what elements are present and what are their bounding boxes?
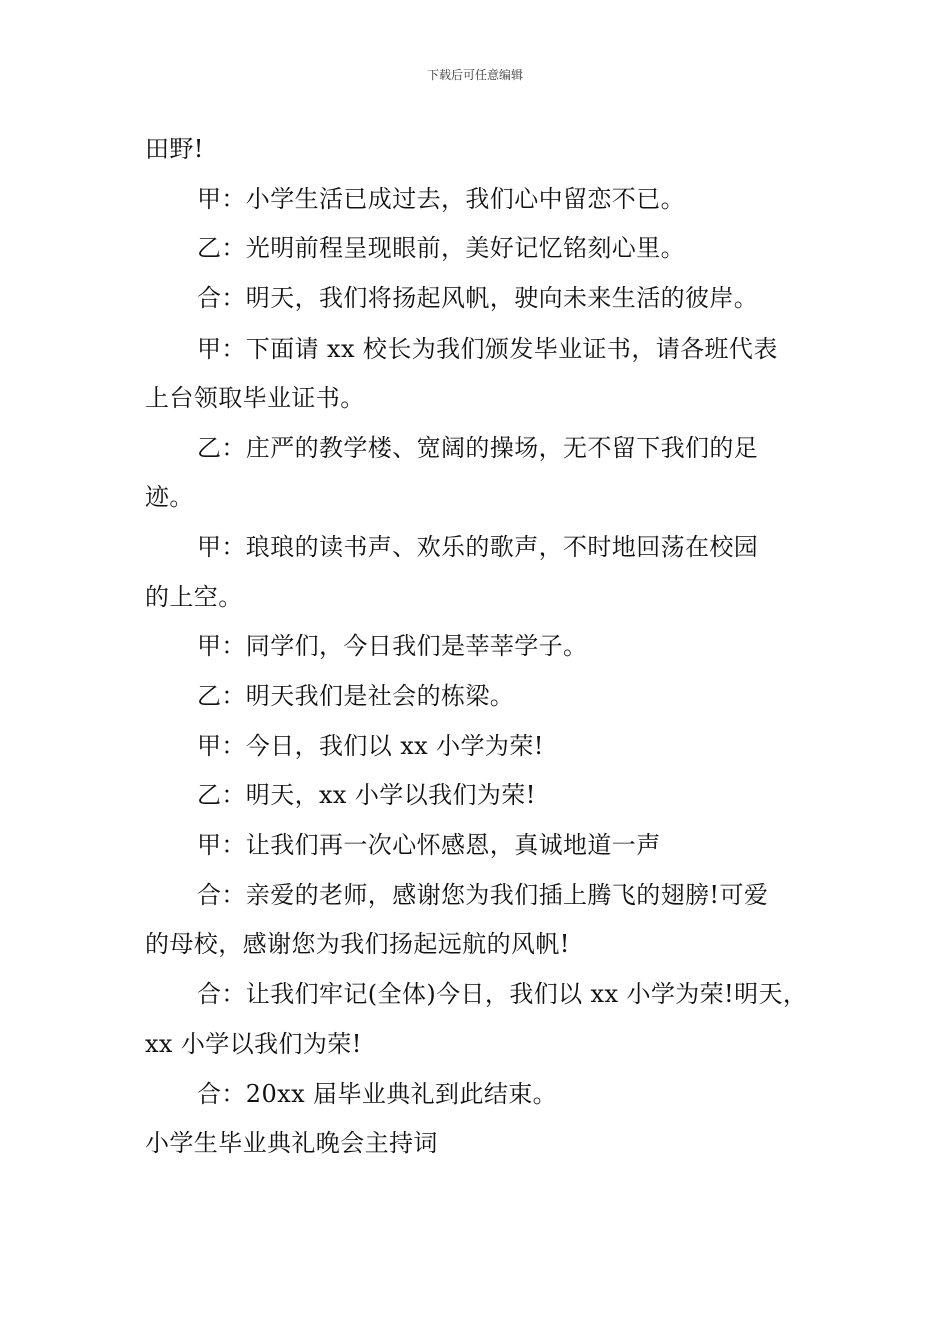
text-line: 乙：明天，xx 小学以我们为荣! <box>197 781 536 809</box>
text-line: 乙：庄严的教学楼、宽阔的操场，无不留下我们的足 <box>197 434 759 462</box>
page-header: 下载后可任意编辑 <box>426 68 523 82</box>
section-title: 小学生毕业典礼晚会主持词 <box>145 1129 438 1157</box>
text-line: 迹。 <box>145 483 194 511</box>
text-line: 甲：下面请 xx 校长为我们颁发毕业证书，请各班代表 <box>197 335 778 363</box>
text-line: 的上空。 <box>145 583 243 611</box>
text-line: 甲：今日，我们以 xx 小学为荣! <box>197 732 544 760</box>
text-line: xx 小学以我们为荣! <box>145 1030 362 1058</box>
text-line: 合：亲爱的老师，感谢您为我们插上腾飞的翅膀!可爱 <box>197 881 769 909</box>
text-line: 田野! <box>145 135 204 163</box>
text-line: 甲：小学生活已成过去，我们心中留恋不已。 <box>197 185 685 213</box>
text-line: 的母校，感谢您为我们扬起远航的风帆! <box>145 930 570 958</box>
text-line: 上台领取毕业证书。 <box>145 384 365 412</box>
text-line: 甲：同学们，今日我们是莘莘学子。 <box>197 632 588 660</box>
text-line: 乙：明天我们是社会的栋梁。 <box>197 682 515 710</box>
text-line: 合：让我们牢记(全体)今日，我们以 xx 小学为荣!明天， <box>197 980 808 1008</box>
text-line: 甲：让我们再一次心怀感恩，真诚地道一声 <box>197 831 661 859</box>
text-line: 合：20xx 届毕业典礼到此结束。 <box>197 1080 558 1108</box>
text-line: 甲：琅琅的读书声、欢乐的歌声，不时地回荡在校园 <box>197 533 759 561</box>
text-line: 合：明天，我们将扬起风帆，驶向未来生活的彼岸。 <box>197 284 759 312</box>
text-line: 乙：光明前程呈现眼前，美好记忆铭刻心里。 <box>197 234 685 262</box>
